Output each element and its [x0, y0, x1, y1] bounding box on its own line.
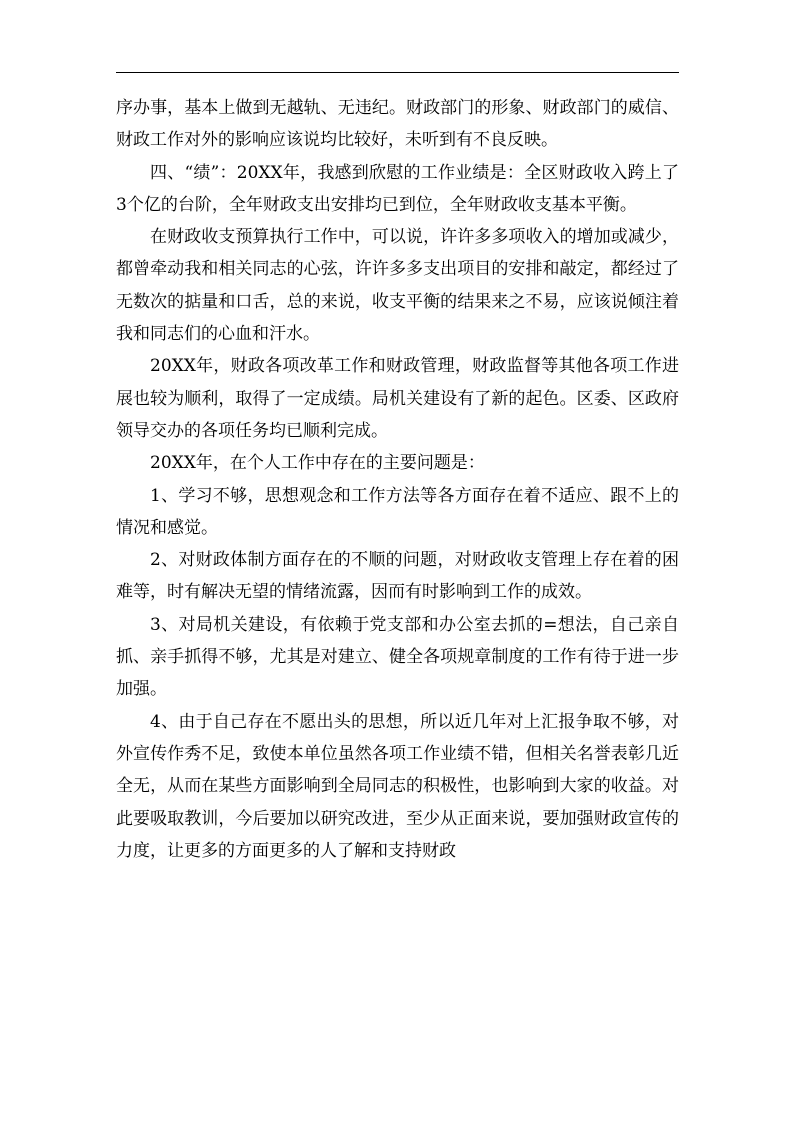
paragraph-budget-execution: 在财政收支预算执行工作中，可以说，许许多多项收入的增加或减少，都曾牵动我和相关同志的心弦，许许多多支出项目的安排和敲定，都经过了无数次的掂量和口舌，总的来说，收支平衡的结果来之不易，应该说倾注着我和同志们的心血和汗水。	[116, 227, 679, 345]
list-item-problem-2: 2、对财政体制方面存在的不顺的问题，对财政收支管理上存在着的困难等，时有解决无望的情绪流露，因而有时影响到工作的成效。	[116, 550, 679, 603]
paragraph-problems-intro: 20XX年，在个人工作中存在的主要问题是：	[150, 453, 485, 474]
list-item-problem-1: 1、学习不够，思想观念和工作方法等各方面存在着不适应、跟不上的情况和感觉。	[116, 485, 679, 538]
list-item-problem-3: 3、对局机关建设，有依赖于党支部和办公室去抓的=想法，自己亲自抓、亲手抓得不够，尤其是对建立、健全各项规章制度的工作有待于进一步加强。	[116, 614, 679, 700]
paragraph-reform-progress: 20XX年，财政各项改革工作和财政管理，财政监督等其他各项工作进展也较为顺利，取得了一定成绩。局机关建设有了新的起色。区委、区政府领导交办的各项任务均已顺利完成。	[116, 356, 679, 441]
list-item-problem-4: 4、由于自己存在不愿出头的思想，所以近几年对上汇报争取不够，对外宣传作秀不足，致使本单位虽然各项工作业绩不错，但相关名誉表彰几近全无，从而在某些方面影响到全局同志的积极性，也影响到大家的收益。对此要吸取教训，今后要加以研究改进，至少从正面来说，要加强财政宣传的力度，让更多的方面更多的人了解和支持财政	[116, 711, 679, 861]
paragraph-achievements: 四、“绩”：20XX年，我感到欣慰的工作业绩是：全区财政收入跨上了3个亿的台阶，全年财政支出安排均已到位，全年财政收支基本平衡。	[116, 162, 679, 215]
header-rule	[116, 72, 679, 73]
paragraph-continuation: 序办事，基本上做到无越轨、无违纪。财政部门的形象、财政部门的威信、财政工作对外的影响应该说均比较好，未听到有不良反映。	[116, 98, 679, 151]
document-body	[116, 92, 679, 867]
